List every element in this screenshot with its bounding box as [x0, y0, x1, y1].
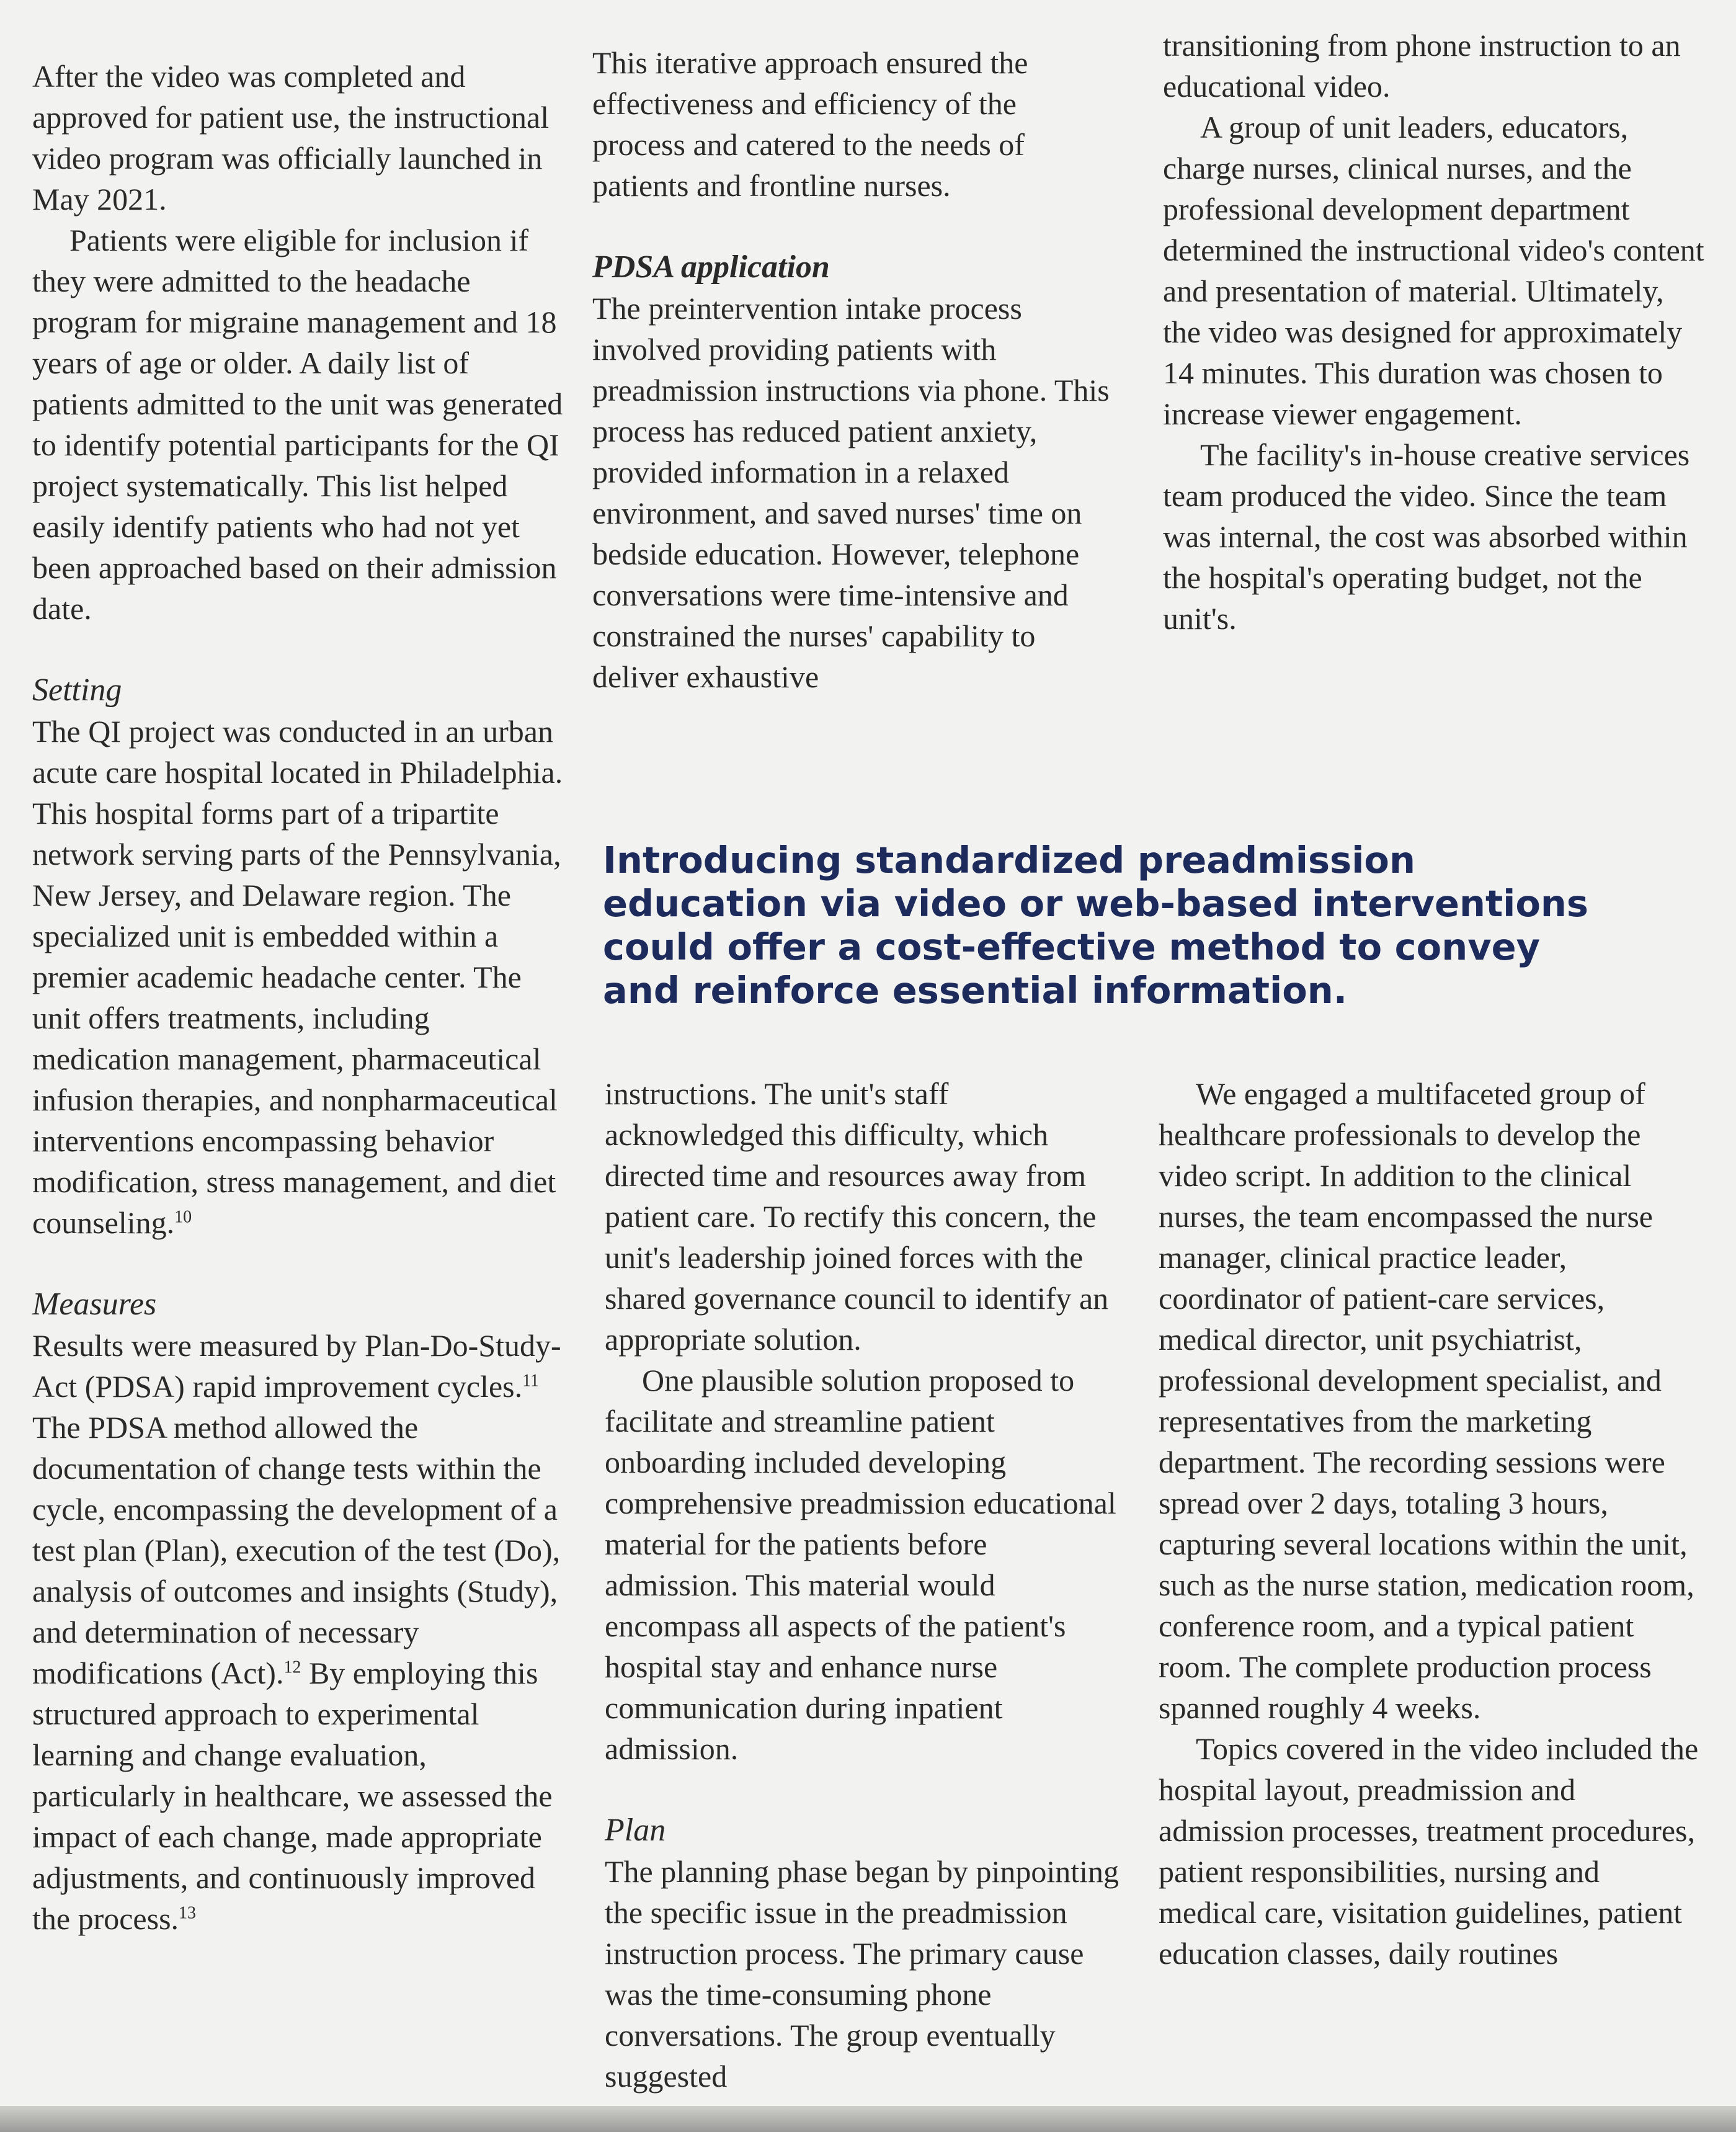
paragraph-iterative: This iterative approach ensured the effectiveness and efficiency of the process and catered to the needs of patients and frontline nurses.	[592, 45, 1028, 203]
paragraph-creative-services: The facility's in-house creative services team produced the video. Since the team was internal, the cost was absorbed within the hospital's operating budget, not the unit's.	[1163, 437, 1690, 636]
heading-pdsa-application: PDSA application	[592, 249, 830, 285]
reference-10: 10	[174, 1207, 192, 1227]
column-middle-upper	[592, 42, 1113, 697]
setting-text: The QI project was conducted in an urban acute care hospital located in Philadelphia. This hospital forms part of a tripartite network serving parts of the Pennsylvania, New Jersey, and Delaware region. The specialized unit is embedded within a premier academic headache center. The unit offers treatments, including medication management, pharmaceutical infusion therapies, and nonpharmaceutical interventions encompassing behavior modification, stress management, and diet counseling.	[32, 714, 563, 1240]
paragraph-instructions: instructions. The unit's staff acknowledged this difficulty, which directed time and resources away from patient care. To rectify this concern, the unit's leadership joined forces with the shared governance council to identify an appropriate solution.	[605, 1076, 1109, 1357]
column-right-lower	[1159, 1073, 1704, 1974]
measures-text-c: By employing this structured approach to experimental learning and change evaluation, particularly in healthcare, we assessed the impact of each change, made appropriate adjustments, and continuously improved the process.	[32, 1656, 553, 1936]
paragraph-solution: One plausible solution proposed to facilitate and streamline patient onboarding included developing comprehensive preadmission educational material for the patients before admission. This material would encompass all aspects of the patient's hospital stay and enhance nurse communication during inpatient admission.	[605, 1363, 1116, 1766]
heading-plan: Plan	[605, 1813, 666, 1848]
heading-measures: Measures	[32, 1287, 157, 1322]
column-middle-lower	[605, 1073, 1126, 2097]
column-left	[32, 56, 566, 1939]
paragraph-group: A group of unit leaders, educators, charge nurses, clinical nurses, and the professional development department determined the instructional video's content and presentation of material. Ultimately, the video was designed for approximately 14 minutes. This duration was chosen to increase viewer engagement.	[1163, 110, 1704, 431]
column-right-upper	[1163, 25, 1709, 639]
paragraph-pdsa: The preintervention intake process involved providing patients with preadmission instructions via phone. This process has reduced patient anxiety, provided information in a relaxed environment, and saved nurses' time on bedside education. However, telephone conversations were time-intensive and constrained the nurses' capability to deliver exhaustive	[592, 291, 1110, 694]
paragraph-measures	[32, 1325, 566, 1939]
reference-12: 12	[283, 1657, 301, 1677]
paragraph-transition: transitioning from phone instruction to an educational video.	[1163, 28, 1681, 104]
heading-setting: Setting	[32, 672, 122, 708]
measures-text-a: Results were measured by Plan-Do-Study-Act (PDSA) rapid improvement cycles.	[32, 1328, 561, 1404]
paragraph-launch: After the video was completed and approved for patient use, the instructional video program was officially launched in May 2021.	[32, 59, 550, 216]
reference-11: 11	[522, 1371, 540, 1391]
paragraph-setting	[32, 711, 566, 1243]
page-bottom-edge	[0, 2106, 1736, 2132]
reference-13: 13	[179, 1903, 197, 1923]
paragraph-eligibility: Patients were eligible for inclusion if they were admitted to the headache program for migraine management and 18 years of age or older. A daily list of patients admitted to the unit was generated to identify potential participants for the QI project systematically. This list helped easily identify patients who had not yet been approached based on their admission date.	[32, 223, 563, 626]
paragraph-plan: The planning phase began by pinpointing the specific issue in the preadmission instruction process. The primary cause was the time-consuming phone conversations. The group eventually suggested	[605, 1854, 1119, 2094]
pull-quote: Introducing standardized preadmission education via video or web-based interventions could offer a cost-effective method to convey and reinforce essential information.	[603, 839, 1589, 1012]
paragraph-video-script: We engaged a multifaceted group of healthcare professionals to develop the video script. In addition to the clinical nurses, the team encompassed the nurse manager, clinical practice leader, coordinator of patient-care services, medical director, unit psychiatrist, professional development specialist, and representatives from the marketing department. The recording sessions were spread over 2 days, totaling 3 hours, capturing several locations within the unit, such as the nurse station, medication room, conference room, and a typical patient room. The complete production process spanned roughly 4 weeks.	[1159, 1076, 1694, 1725]
paragraph-topics: Topics covered in the video included the hospital layout, preadmission and admission processes, treatment procedures, patient responsibilities, nursing and medical care, visitation guidelines, patient education classes, daily routines	[1159, 1731, 1699, 1971]
measures-text-b: The PDSA method allowed the documentation of change tests within the cycle, encompassing the development of a test plan (Plan), execution of the test (Do), analysis of outcomes and insights (Study), and determination of necessary modifications (Act).	[32, 1410, 561, 1690]
